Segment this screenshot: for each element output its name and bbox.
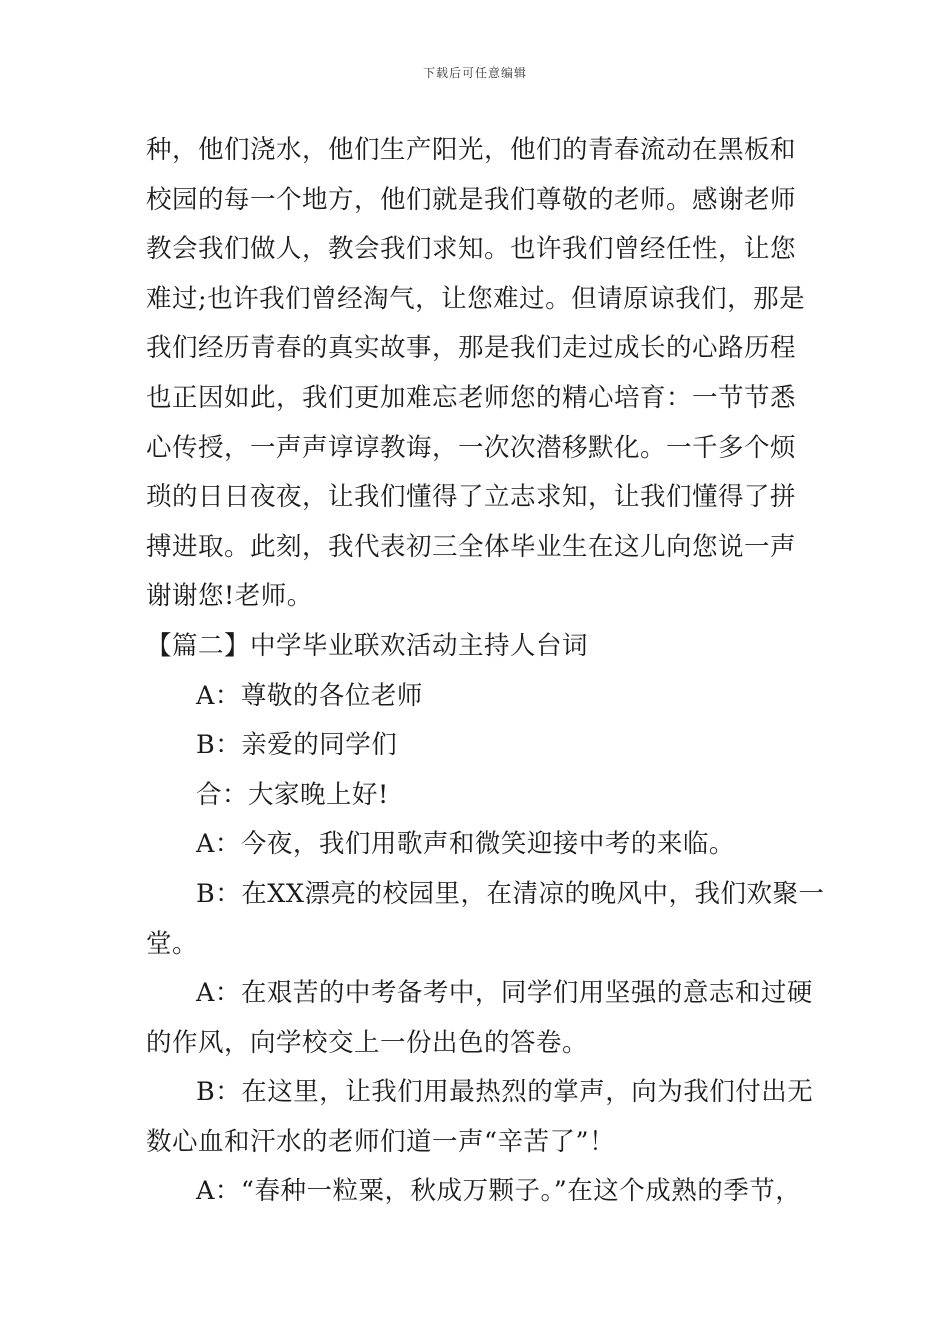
dialogue-line: B：在这里，让我们用最热烈的掌声，向为我们付出无: [196, 1077, 814, 1108]
page-header: 下载后可任意编辑: [422, 66, 527, 80]
dialogue-line: A：今夜，我们用歌声和微笑迎接中考的来临。: [196, 829, 735, 860]
dialogue-continuation: 堂。: [146, 928, 199, 959]
text-line: 种，他们浇水，他们生产阳光，他们的青春流动在黑板和: [146, 135, 797, 165]
dialogue-continuation: 数心血和汗水的老师们道一声“辛苦了”！: [146, 1126, 616, 1157]
text-line: 校园的每一个地方，他们就是我们尊敬的老师。感谢老师: [146, 184, 797, 215]
text-line: 琐的日日夜夜，让我们懂得了立志求知，让我们懂得了拼: [146, 482, 797, 513]
document-body: [146, 126, 826, 1217]
text-line: 难过;也许我们曾经淘气，让您难过。但请原谅我们，那是: [146, 283, 806, 314]
dialogue-line: 合：大家晚上好!: [196, 779, 389, 810]
text-line: 我们经历青春的真实故事，那是我们走过成长的心路历程: [146, 333, 797, 364]
dialogue-line: A：在艰苦的中考备考中，同学们用坚强的意志和过硬: [196, 978, 813, 1009]
dialogue-line: A：尊敬的各位老师: [196, 680, 423, 711]
text-line: 教会我们做人，教会我们求知。也许我们曾经任性，让您: [146, 234, 797, 265]
text-line: 心传授，一声声谆谆教诲，一次次潜移默化。一千多个烦: [146, 432, 797, 463]
dialogue-continuation: 的作风，向学校交上一份出色的答卷。: [146, 1027, 589, 1058]
text-line: 谢谢您!老师。: [146, 581, 313, 612]
dialogue-line: B：在XX漂亮的校园里，在清凉的晚风中，我们欢聚一: [196, 878, 825, 909]
text-line: 搏进取。此刻，我代表初三全体毕业生在这儿向您说一声: [146, 531, 797, 562]
dialogue-line: B：亲爱的同学们: [196, 730, 398, 761]
section-heading: 【篇二】中学毕业联欢活动主持人台词: [146, 630, 589, 661]
text-line: 也正因如此，我们更加难忘老师您的精心培育：一节节悉: [146, 382, 797, 413]
dialogue-line: A：“春种一粒粟，秋成万颗子。”在这个成熟的季节，: [196, 1176, 802, 1207]
